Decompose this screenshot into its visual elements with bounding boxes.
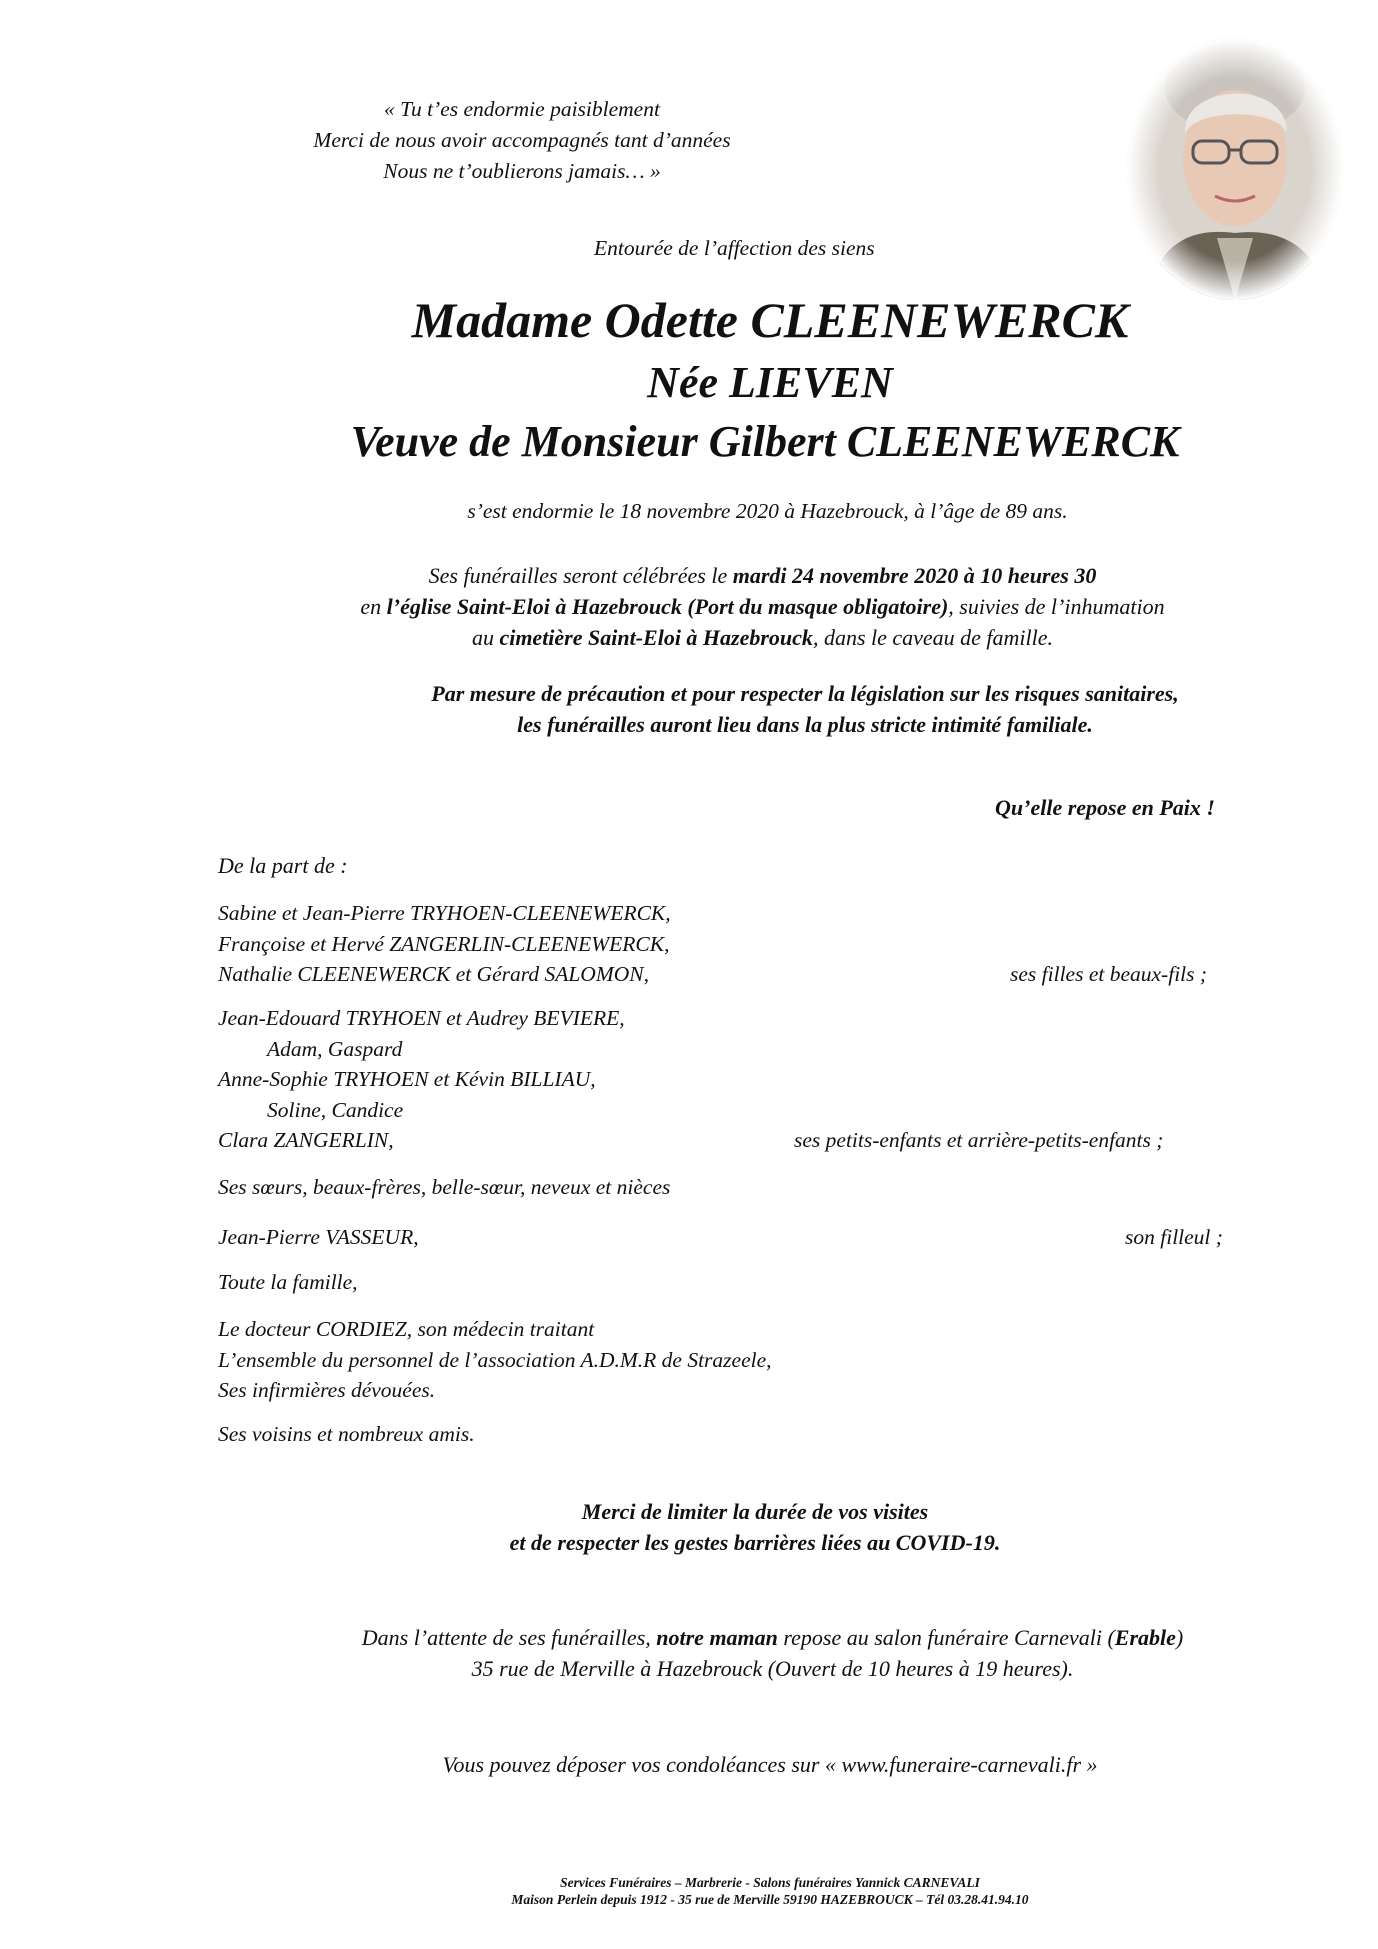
family-line: L’ensemble du personnel de l’association A.D.M.R de Strazeele, — [218, 1347, 772, 1372]
footer — [0, 1874, 1378, 1908]
family-friends — [218, 1419, 1248, 1450]
family-care — [218, 1314, 1248, 1406]
family-line: Adam, Gaspard — [267, 1036, 403, 1061]
salon-line-1: Dans l’attente de ses funérailles, notre maman repose au salon funéraire Carnevali (Erable) — [361, 1625, 1184, 1650]
footer-line: Services Funéraires – Marbrerie - Salons funéraires Yannick CARNEVALI — [560, 1875, 980, 1890]
family-line: Toute la famille, — [218, 1270, 358, 1294]
condolences-link[interactable]: Vous pouvez déposer vos condoléances sur « www.funeraire-carnevali.fr » — [442, 1752, 1098, 1777]
family-godson — [218, 1222, 1248, 1253]
salon-line-2: 35 rue de Merville à Hazebrouck (Ouvert de 10 heures à 19 heures). — [471, 1656, 1074, 1681]
precaution-line: les funérailles auront lieu dans la plus stricte intimité familiale. — [517, 712, 1093, 737]
precaution-line: Par mesure de précaution et pour respecter la législation sur les risques sanitaires, — [431, 681, 1179, 706]
family-line: Nathalie CLEENEWERCK et Gérard SALOMON, — [218, 962, 649, 986]
family-grandchildren — [218, 1003, 1248, 1156]
intro-text: Entourée de l’affection des siens — [594, 236, 875, 260]
funeral-line-1: Ses funérailles seront célébrées le mardi 24 novembre 2020 à 10 heures 30 — [428, 563, 1097, 588]
precaution-notice — [360, 678, 1250, 740]
family-line: Ses infirmières dévouées. — [218, 1378, 436, 1402]
family-daughters — [218, 898, 1248, 990]
family-line: Jean-Edouard TRYHOEN et Audrey BEVIERE, — [218, 1006, 625, 1030]
deceased-name: Madame Odette CLEENEWERCK — [411, 292, 1129, 348]
family-line: Ses voisins et nombreux amis. — [218, 1422, 475, 1446]
family-line: Clara ZANGERLIN, — [218, 1128, 394, 1152]
widow-of: Veuve de Monsieur Gilbert CLEENEWERCK — [350, 417, 1180, 466]
family-line: Anne-Sophie TRYHOEN et Kévin BILLIAU, — [218, 1067, 596, 1091]
salon-notice — [0, 1622, 1378, 1684]
relation-label: ses filles et beaux-fils ; — [1010, 962, 1208, 986]
visits-line: et de respecter les gestes barrières liées au COVID-19. — [509, 1530, 1001, 1555]
relation-label: ses petits-enfants et arrière-petits-enfants ; — [794, 1128, 1164, 1152]
relation-label: son filleul ; — [1125, 1225, 1223, 1249]
visits-notice — [0, 1496, 1378, 1558]
family-line: Soline, Candice — [267, 1097, 404, 1122]
quote-line: Nous ne t’oublierons jamais… » — [383, 159, 661, 183]
death-notice: s’est endormie le 18 novembre 2020 à Hazebrouck, à l’âge de 89 ans. — [467, 499, 1068, 523]
portrait-icon — [1127, 38, 1343, 300]
family-line: Sabine et Jean-Pierre TRYHOEN-CLEENEWERCK, — [218, 901, 671, 925]
de-la-part-heading: De la part de : — [218, 853, 348, 878]
funeral-line-2: en l’église Saint-Eloi à Hazebrouck (Port du masque obligatoire), suivies de l’inhumation — [360, 594, 1165, 619]
family-siblings — [218, 1172, 1248, 1203]
portrait-photo — [1127, 38, 1343, 300]
repose-text: Qu’elle repose en Paix ! — [995, 795, 1215, 820]
maiden-name: Née LIEVEN — [647, 358, 893, 407]
quote-line: « Tu t’es endormie paisiblement — [384, 97, 660, 121]
family-line: Françoise et Hervé ZANGERLIN-CLEENEWERCK, — [218, 931, 670, 956]
family-line: Jean-Pierre VASSEUR, — [218, 1225, 419, 1249]
footer-line: Maison Perlein depuis 1912 - 35 rue de Merville 59190 HAZEBROUCK – Tél 03.28.41.94.10 — [511, 1892, 1029, 1907]
family-all — [218, 1267, 1248, 1298]
funeral-details — [0, 560, 1378, 653]
quote-line: Merci de nous avoir accompagnés tant d’années — [313, 128, 731, 152]
quote — [262, 94, 782, 187]
funeral-line-3: au cimetière Saint-Eloi à Hazebrouck, dans le caveau de famille. — [471, 625, 1054, 650]
family-line: Le docteur CORDIEZ, son médecin traitant — [218, 1317, 595, 1341]
family-line: Ses sœurs, beaux-frères, belle-sœur, neveux et nièces — [218, 1175, 671, 1199]
visits-line: Merci de limiter la durée de vos visites — [581, 1499, 929, 1524]
